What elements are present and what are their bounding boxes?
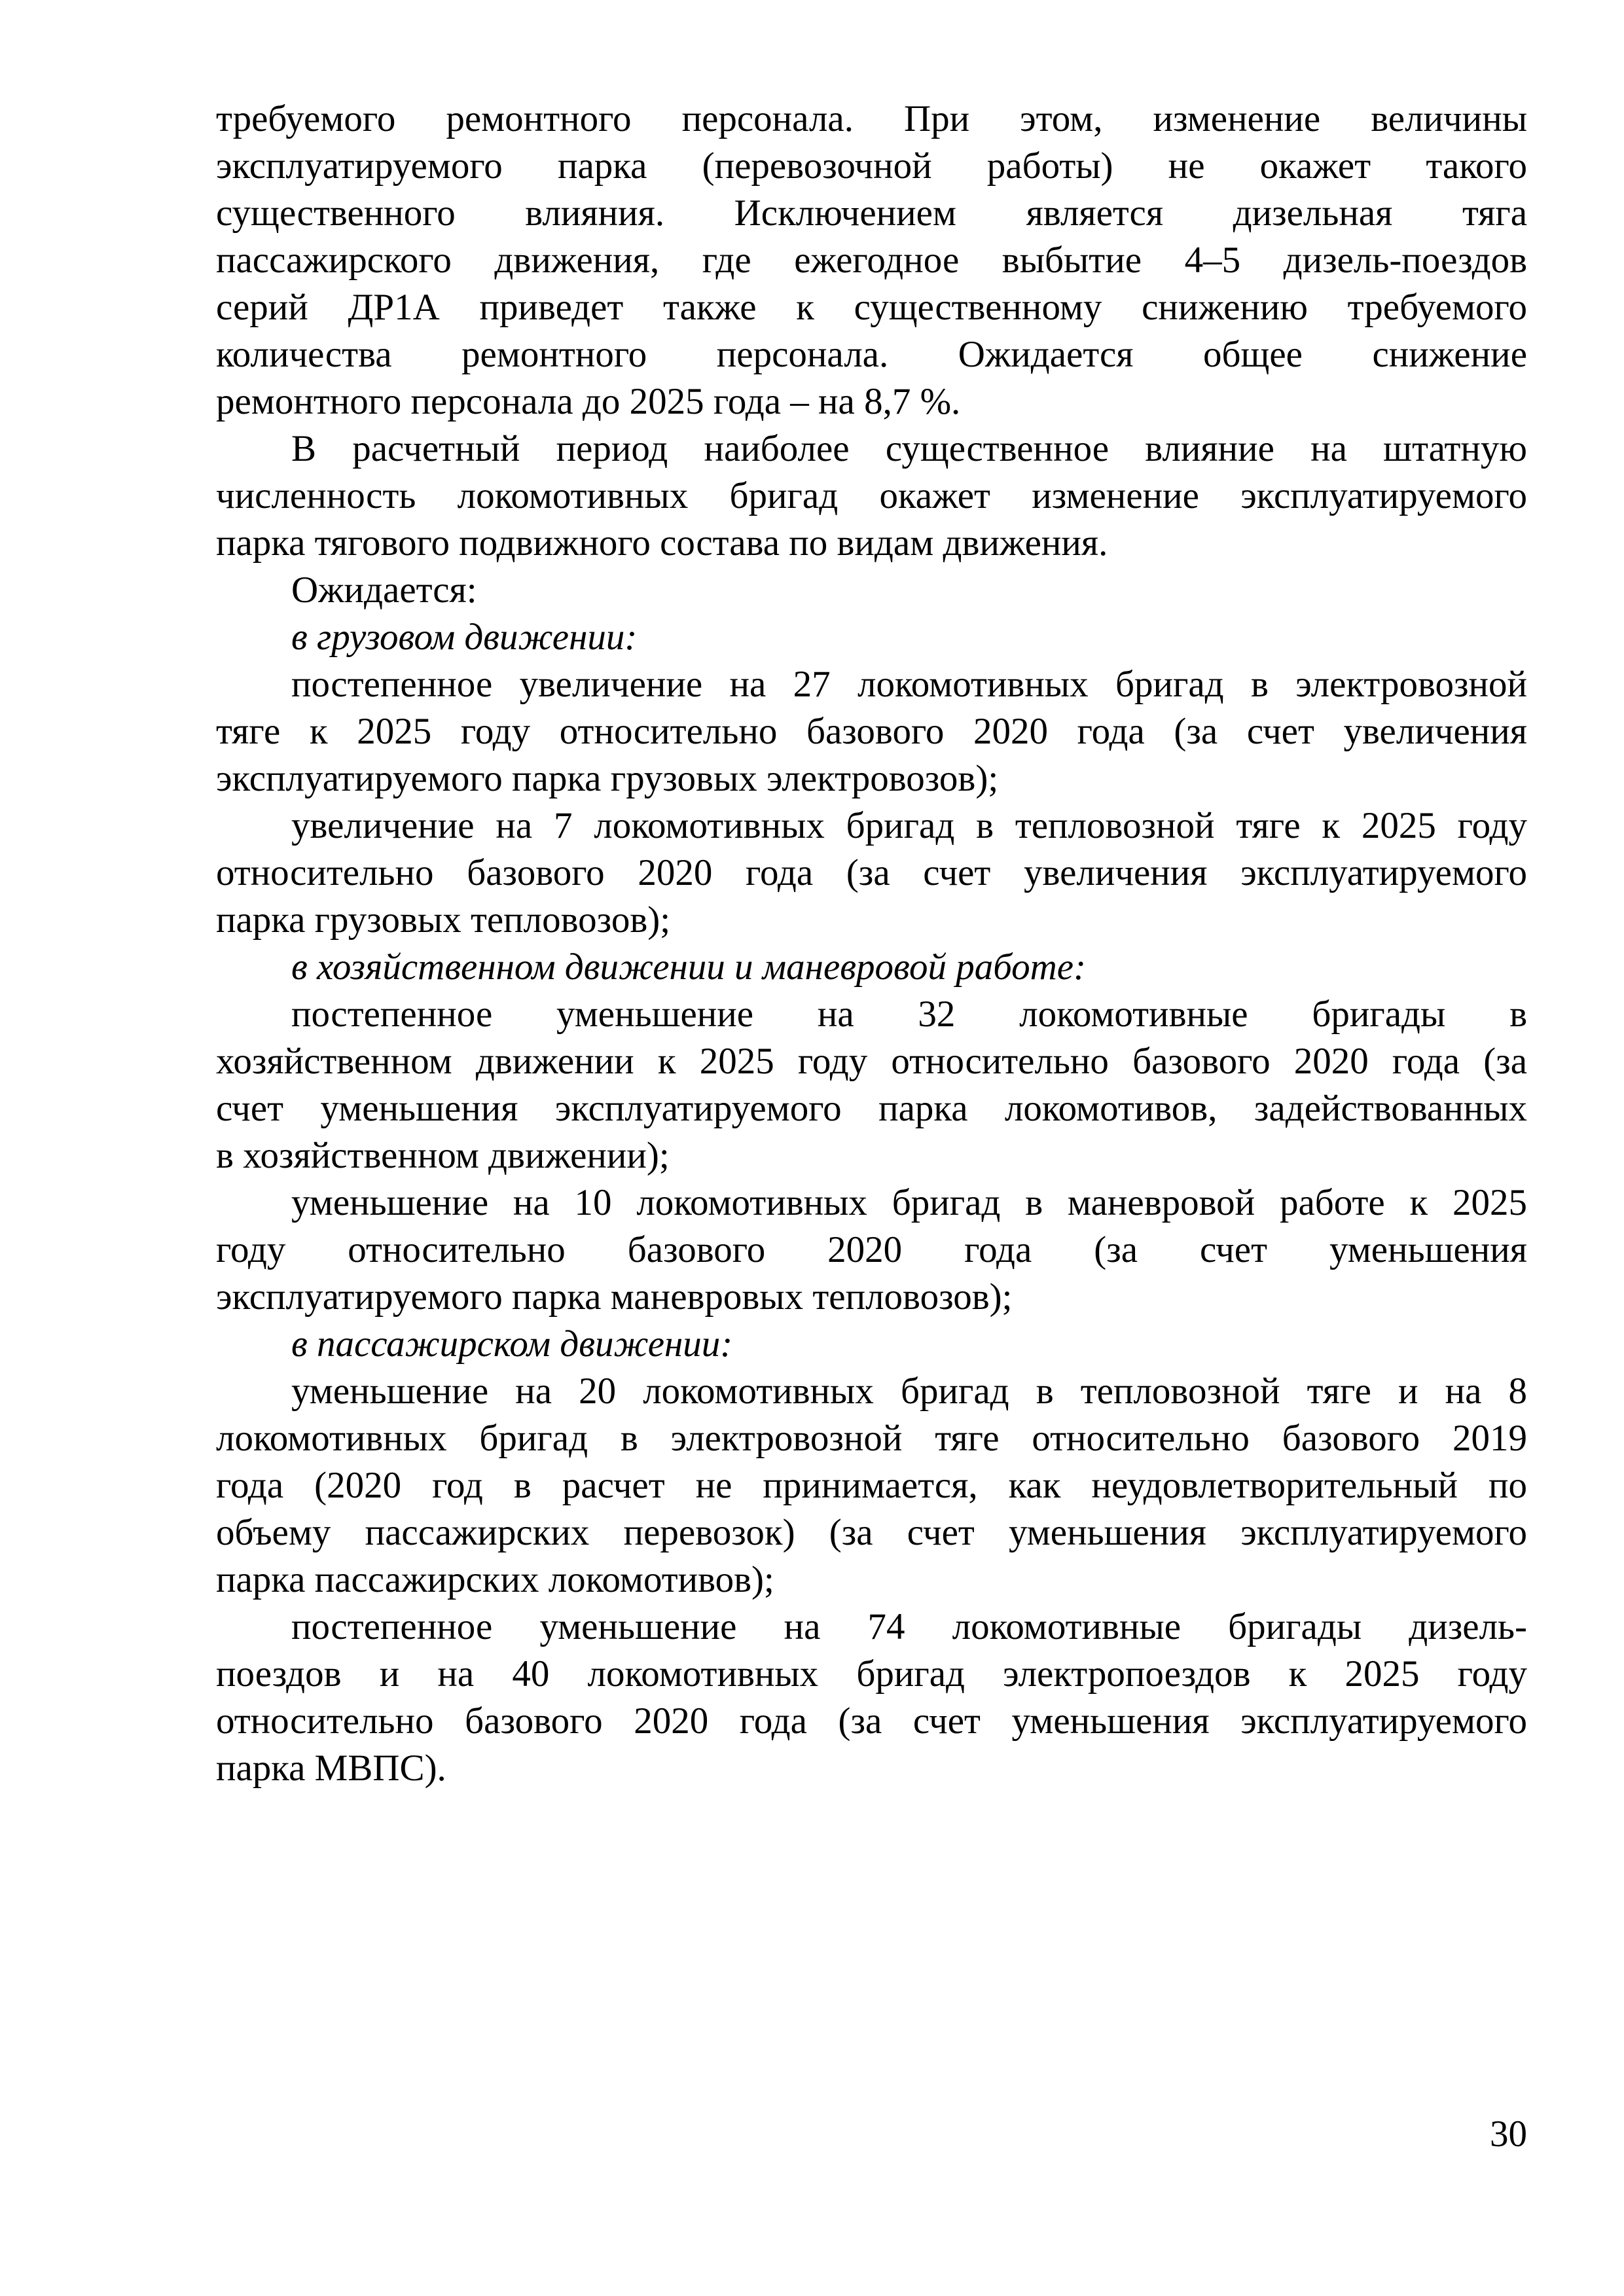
text-line: хозяйственном движении к 2025 году относительно базового 2020 года (за	[216, 1041, 1527, 1082]
text-line: В расчетный период наиболее существенное влияние на штатную	[291, 428, 1527, 469]
document-body	[216, 96, 1527, 1792]
text-line: локомотивных бригад в электровозной тяге относительно базового 2019	[216, 1418, 1527, 1459]
paragraph	[216, 1179, 1527, 1321]
text-line: в грузовом движении:	[291, 617, 638, 658]
text-line: пассажирского движения, где ежегодное выбытие 4–5 дизель-поездов	[216, 240, 1527, 281]
text-line: существенного влияния. Исключением является дизельная тяга	[216, 192, 1527, 234]
text-line: поездов и на 40 локомотивных бригад электропоездов к 2025 году	[216, 1653, 1527, 1695]
text-line: объему пассажирских перевозок) (за счет уменьшения эксплуатируемого	[216, 1512, 1527, 1553]
text-line: постепенное уменьшение на 74 локомотивные бригады дизель-	[291, 1606, 1527, 1647]
text-line: парка тягового подвижного состава по видам движения.	[216, 522, 1108, 564]
text-line: количества ремонтного персонала. Ожидается общее снижение	[216, 334, 1527, 375]
text-line: постепенное уменьшение на 32 локомотивные бригады в	[291, 994, 1527, 1035]
text-line: счет уменьшения эксплуатируемого парка локомотивов, задействованных	[216, 1088, 1527, 1129]
text-line: году относительно базового 2020 года (за счет уменьшения	[216, 1229, 1527, 1270]
text-line: увеличение на 7 локомотивных бригад в тепловозной тяге к 2025 году	[291, 805, 1527, 846]
paragraph	[216, 1368, 1527, 1604]
text-line: парка МВПС).	[216, 1748, 446, 1789]
text-line: относительно базового 2020 года (за счет уменьшения эксплуатируемого	[216, 1700, 1527, 1742]
paragraph	[216, 425, 1527, 567]
text-line: требуемого ремонтного персонала. При этом, изменение величины	[216, 98, 1527, 139]
text-line: парка пассажирских локомотивов);	[216, 1559, 774, 1600]
paragraph	[216, 991, 1527, 1179]
text-line: в хозяйственном движении и маневровой работе:	[291, 946, 1087, 988]
text-line: эксплуатируемого парка грузовых электровозов);	[216, 758, 999, 799]
text-line: Ожидается:	[291, 569, 477, 611]
text-line: уменьшение на 10 локомотивных бригад в маневровой работе к 2025	[291, 1182, 1527, 1223]
text-line: в пассажирском движении:	[291, 1323, 733, 1365]
text-line: эксплуатируемого парка маневровых тепловозов);	[216, 1276, 1013, 1318]
text-line: численность локомотивных бригад окажет изменение эксплуатируемого	[216, 475, 1527, 516]
paragraph	[216, 567, 1527, 614]
text-line: тяге к 2025 году относительно базового 2020 года (за счет увеличения	[216, 711, 1527, 752]
text-line: в хозяйственном движении);	[216, 1135, 670, 1176]
text-line: года (2020 год в расчет не принимается, как неудовлетворительный по	[216, 1465, 1527, 1506]
paragraph	[216, 1321, 1527, 1368]
text-line: уменьшение на 20 локомотивных бригад в тепловозной тяге и на 8	[291, 1371, 1527, 1412]
paragraph	[216, 96, 1527, 425]
text-line: ремонтного персонала до 2025 года – на 8,7 %.	[216, 381, 961, 422]
text-line: постепенное увеличение на 27 локомотивных бригад в электровозной	[291, 664, 1527, 705]
text-line: относительно базового 2020 года (за счет увеличения эксплуатируемого	[216, 852, 1527, 893]
paragraph	[216, 944, 1527, 991]
text-line: серий ДР1А приведет также к существенному снижению требуемого	[216, 287, 1527, 328]
paragraph	[216, 661, 1527, 802]
paragraph	[216, 802, 1527, 944]
page-number: 30	[1490, 2113, 1527, 2155]
text-line: эксплуатируемого парка (перевозочной работы) не окажет такого	[216, 145, 1527, 187]
text-line: парка грузовых тепловозов);	[216, 899, 671, 941]
paragraph	[216, 1604, 1527, 1792]
paragraph	[216, 614, 1527, 661]
